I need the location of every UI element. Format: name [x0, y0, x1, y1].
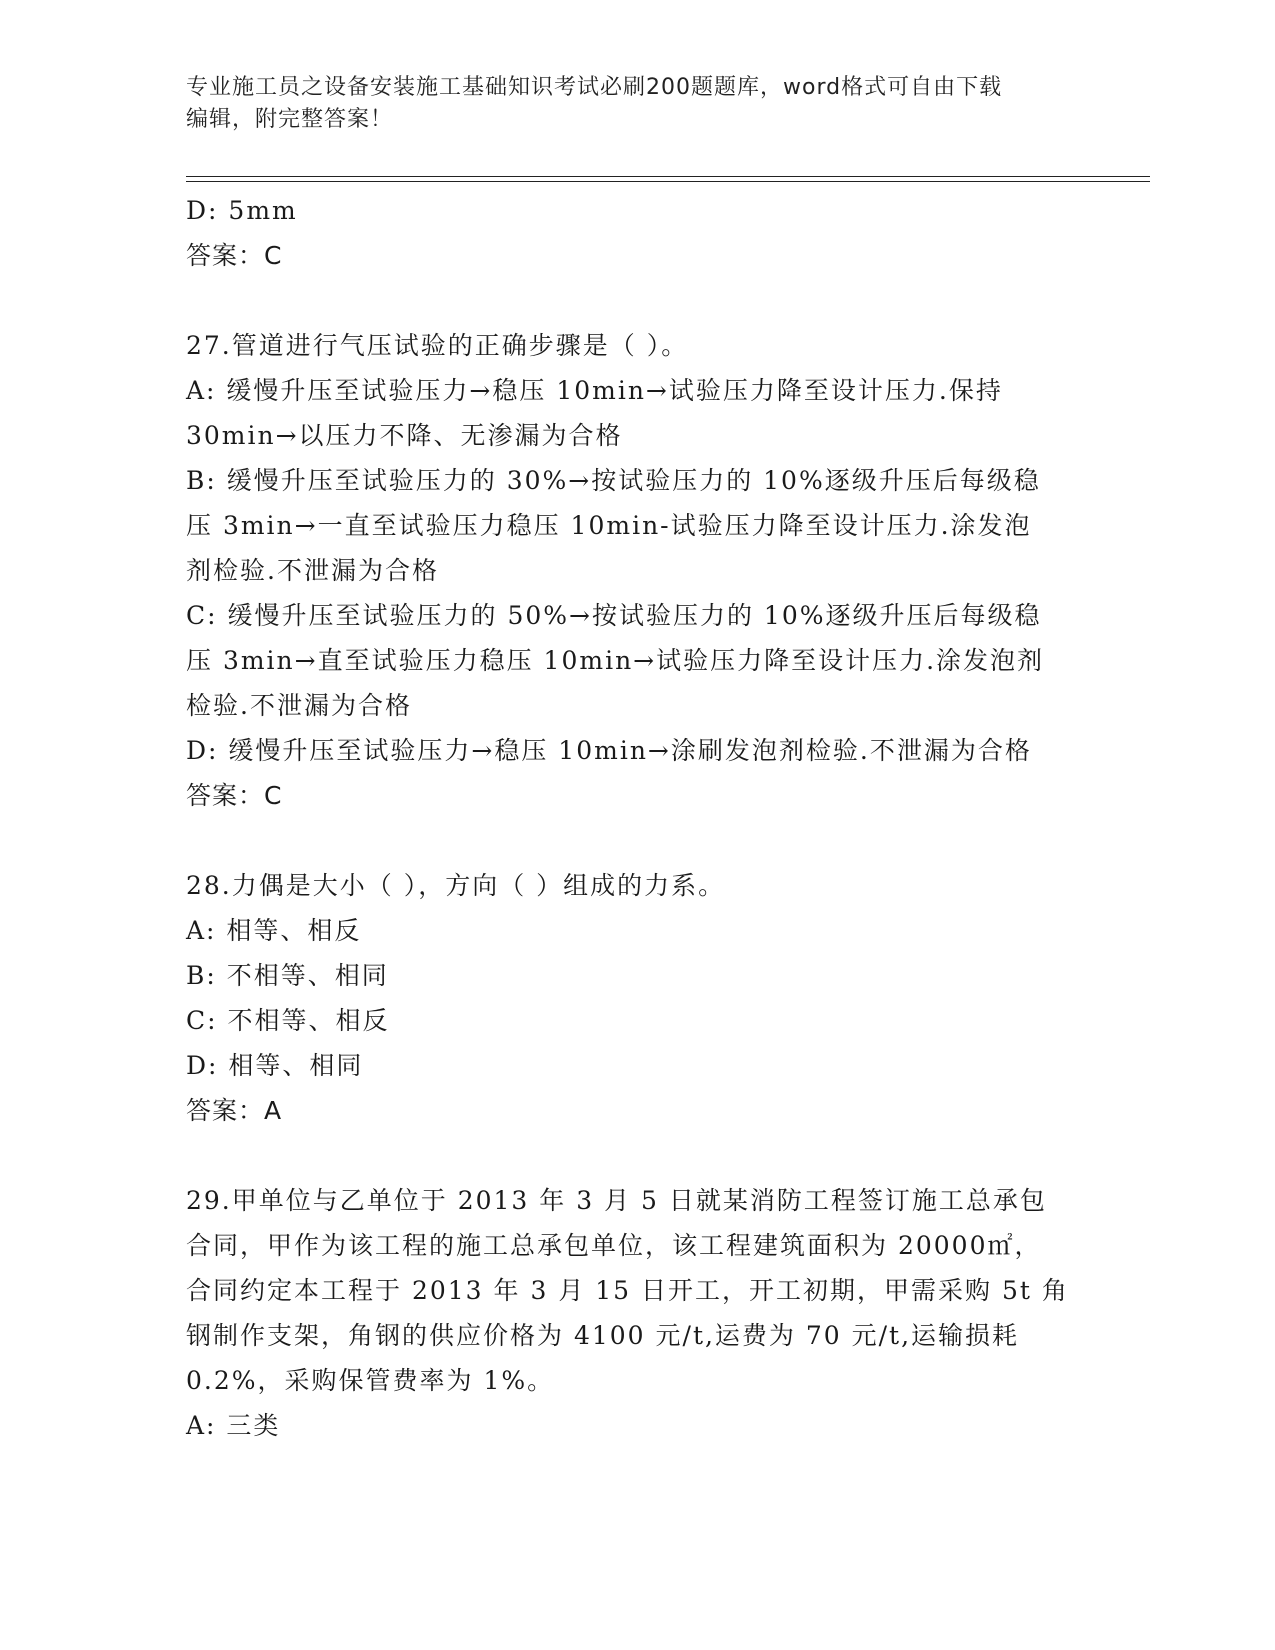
q27-option-b-line-2: 压 3min→一直至试验压力稳压 10min-试验压力降至设计压力.涂发泡 — [186, 511, 1032, 540]
q27-option-c-line-1: C: 缓慢升压至试验压力的 50%→按试验压力的 10%逐级升压后每级稳 — [186, 601, 1042, 630]
question-content — [186, 188, 1086, 1448]
q27-option-c-line-2: 压 3min→直至试验压力稳压 10min→试验压力降至设计压力.涂发泡剂 — [186, 646, 1045, 675]
q27-option-b-line-3: 剂检验.不泄漏为合格 — [186, 556, 439, 585]
q28-option-c: C: 不相等、相反 — [186, 1006, 390, 1035]
header-divider-bottom — [186, 181, 1150, 182]
q27-option-b-line-1: B: 缓慢升压至试验压力的 30%→按试验压力的 10%逐级升压后每级稳 — [186, 466, 1041, 495]
header-line-2: 编辑，附完整答案！ — [186, 107, 394, 132]
spacer — [186, 1133, 1086, 1178]
q28-question: 28.力偶是大小（ ），方向（ ）组成的力系。 — [186, 871, 726, 900]
q29-question-line-4: 钢制作支架，角钢的供应价格为 4100 元/t,运费为 70 元/t,运输损耗 — [186, 1321, 1020, 1350]
q27-option-c-line-3: 检验.不泄漏为合格 — [186, 691, 412, 720]
q28-option-b: B: 不相等、相同 — [186, 961, 389, 990]
spacer — [186, 278, 1086, 323]
q27-answer: 答案：C — [186, 781, 283, 810]
q28-option-d: D: 相等、相同 — [186, 1051, 364, 1080]
q29-question-line-3: 合同约定本工程于 2013 年 3 月 15 日开工，开工初期，甲需采购 5t 角 — [186, 1276, 1069, 1305]
q29-question-line-2: 合同，甲作为该工程的施工总承包单位，该工程建筑面积为 20000㎡， — [186, 1231, 1042, 1260]
q27-option-a-line-2: 30min→以压力不降、无渗漏为合格 — [186, 421, 623, 450]
document-header — [186, 72, 1066, 136]
q29-question-line-5: 0.2%，采购保管费率为 1%。 — [186, 1366, 555, 1395]
q29-option-a: A: 三类 — [186, 1411, 281, 1440]
q26-option-d: D: 5mm — [186, 196, 298, 225]
header-divider-top — [186, 176, 1150, 177]
header-line-1: 专业施工员之设备安装施工基础知识考试必刷200题题库，word格式可自由下载 — [186, 75, 1003, 100]
q27-question: 27.管道进行气压试验的正确步骤是（ ）。 — [186, 331, 689, 360]
q28-answer: 答案：A — [186, 1096, 283, 1125]
q29-question-line-1: 29.甲单位与乙单位于 2013 年 3 月 5 日就某消防工程签订施工总承包 — [186, 1186, 1047, 1215]
q27-option-a-line-1: A: 缓慢升压至试验压力→稳压 10min→试验压力降至设计压力.保持 — [186, 376, 1003, 405]
spacer — [186, 818, 1086, 863]
q27-option-d: D: 缓慢升压至试验压力→稳压 10min→涂刷发泡剂检验.不泄漏为合格 — [186, 736, 1032, 765]
q28-option-a: A: 相等、相反 — [186, 916, 362, 945]
q26-answer: 答案：C — [186, 241, 283, 270]
